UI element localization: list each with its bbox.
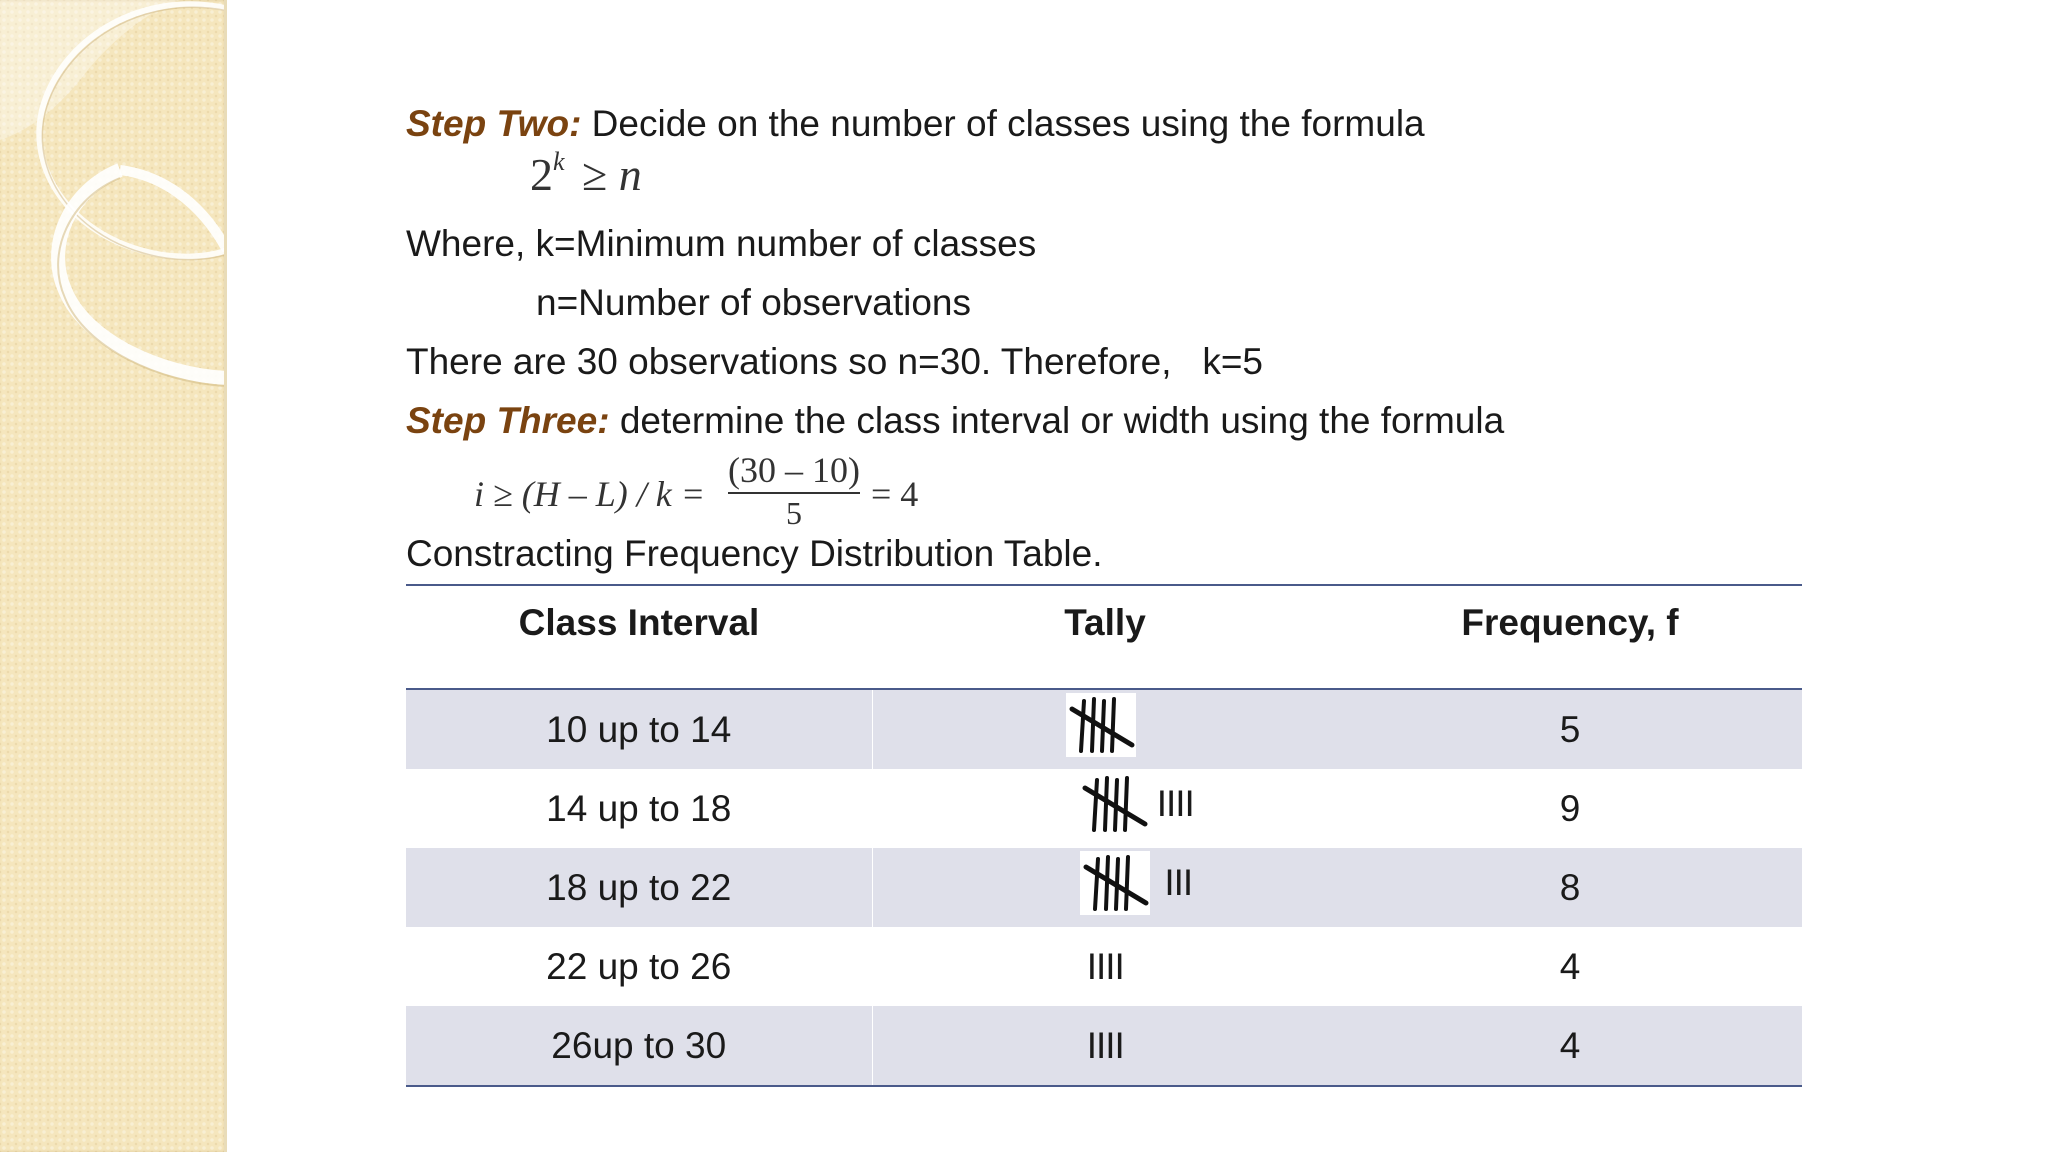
tally-extra: IIII — [1086, 1024, 1124, 1066]
tally-cell — [872, 769, 1338, 848]
fraction-numerator: (30 – 10) — [728, 450, 860, 490]
frequency-cell: 5 — [1338, 689, 1802, 769]
table-row — [406, 927, 1802, 1006]
table-row — [406, 689, 1802, 769]
step-two-line — [406, 105, 1425, 142]
tally-five-icon — [1080, 851, 1150, 915]
step-two-label: Step Two: — [406, 103, 582, 144]
class-interval-cell: 10 up to 14 — [406, 689, 872, 769]
class-interval-cell: 18 up to 22 — [406, 848, 872, 927]
class-interval-cell: 14 up to 18 — [406, 769, 872, 848]
formula-interval-result: = 4 — [871, 474, 919, 514]
fraction-denominator: 5 — [786, 495, 802, 531]
step-three-text: determine the class interval or width using the formula — [609, 400, 1505, 441]
decorative-side-panel — [0, 0, 227, 1152]
tally-cell — [872, 1006, 1338, 1086]
where-line: Where, k=Minimum number of classes — [406, 223, 1037, 264]
frequency-cell: 9 — [1559, 787, 1581, 829]
formula-classes — [530, 146, 642, 200]
table-header-row — [406, 585, 1802, 689]
table-row — [406, 1006, 1802, 1086]
header-tally: Tally — [872, 585, 1338, 689]
tally-cell — [872, 927, 1338, 1006]
n-definition-line: n=Number of observations — [536, 282, 971, 323]
step-three-line — [406, 402, 1504, 439]
tally-five-icon — [1079, 772, 1149, 836]
table-row — [406, 769, 1802, 848]
swirl-decoration-icon — [0, 0, 227, 400]
step-two-text: Decide on the number of classes using the formula — [581, 103, 1425, 144]
table-caption: Constracting Frequency Distribution Table. — [406, 533, 1103, 574]
table-row — [406, 848, 1802, 927]
header-class-interval: Class Interval — [406, 585, 872, 689]
frequency-cell: 8 — [1338, 848, 1802, 927]
formula-relation: ≥ — [582, 149, 608, 200]
formula-variable: n — [618, 149, 642, 200]
frequency-table — [406, 584, 1802, 1087]
fraction-bar — [728, 492, 860, 494]
tally-five-icon — [1066, 693, 1136, 757]
class-interval-cell: 22 up to 26 — [406, 927, 872, 1006]
formula-base: 2 — [530, 149, 553, 200]
formula-exponent: k — [553, 146, 565, 176]
tally-cell — [872, 689, 1338, 769]
formula-interval-lhs: i ≥ (H – L) / k = — [474, 474, 706, 514]
frequency-cell: 4 — [1559, 945, 1581, 987]
class-interval-cell: 26up to 30 — [406, 1006, 872, 1086]
frequency-cell: 4 — [1338, 1006, 1802, 1086]
step-three-label: Step Three: — [406, 400, 610, 441]
formula-interval-fraction — [724, 450, 864, 530]
header-frequency: Frequency, f — [1338, 585, 1802, 689]
tally-cell — [872, 848, 1338, 927]
tally-extra: III — [1164, 862, 1193, 903]
tally-extra: IIII — [1086, 945, 1124, 987]
observations-line: There are 30 observations so n=30. Therefore, k=5 — [406, 341, 1263, 382]
tally-extra: IIII — [1156, 783, 1194, 824]
